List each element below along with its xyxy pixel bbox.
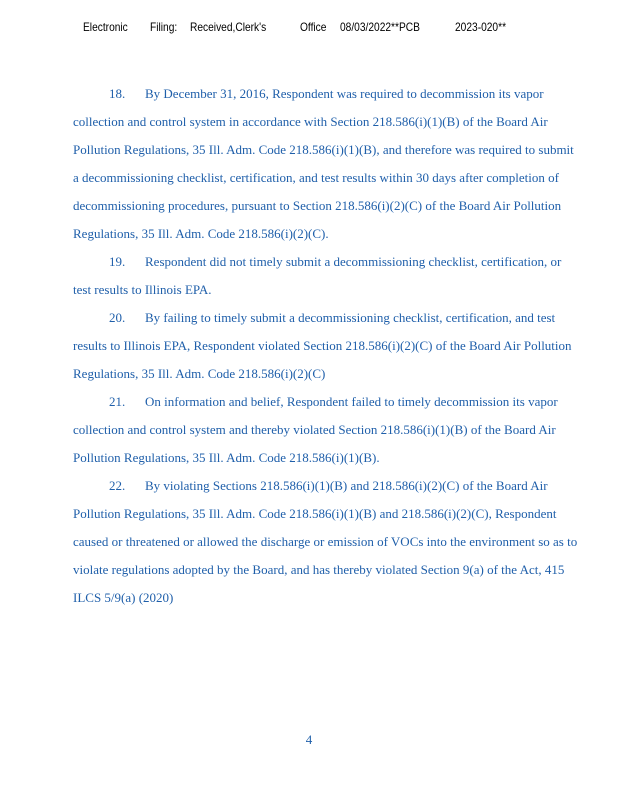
paragraph-number: 21. [109,394,126,409]
paragraph-18 [73,80,579,248]
paragraph-line: Respondent did not timely submit a decommissioning checklist, certification, or [145,254,562,269]
paragraph-line: Regulations, 35 Ill. Adm. Code 218.586(i)(2)(C). [73,226,329,241]
paragraph-20 [73,304,579,388]
paragraph-line: violate regulations adopted by the Board, and has thereby violated Section 9(a) of the Act, 415 [73,562,565,577]
paragraph-number: 20. [109,310,126,325]
header-date: 08/03/2022**PCB [340,20,420,34]
paragraph-line: results to Illinois EPA, Respondent violated Section 218.586(i)(2)(C) of the Board Air Pollution [73,338,572,353]
paragraph-line: Regulations, 35 Ill. Adm. Code 218.586(i)(2)(C) [73,366,326,381]
header-office: Office [300,20,327,34]
document-body [73,80,579,612]
paragraph-line: By December 31, 2016, Respondent was required to decommission its vapor [145,86,544,101]
paragraph-21 [73,388,579,472]
page-number: 4 [305,732,313,747]
paragraph-number: 19. [109,254,126,269]
header-electronic: Electronic [83,20,128,34]
paragraph-line: a decommissioning checklist, certification, and test results within 30 days after completion of [73,170,559,185]
paragraph-line: Pollution Regulations, 35 Ill. Adm. Code 218.586(i)(1)(B), and therefore was required to submit [73,142,574,157]
paragraph-line: test results to Illinois EPA. [73,282,212,297]
paragraph-line: collection and control system in accordance with Section 218.586(i)(1)(B) of the Board Air [73,114,548,129]
header-received: Received,Clerk's [190,20,267,34]
paragraph-number: 18. [109,86,126,101]
paragraph-line: ILCS 5/9(a) (2020) [73,590,174,605]
filing-header [0,20,618,36]
paragraph-line: Pollution Regulations, 35 Ill. Adm. Code 218.586(i)(1)(B). [73,450,380,465]
paragraph-line: By failing to timely submit a decommissioning checklist, certification, and test [145,310,556,325]
paragraph-line: Pollution Regulations, 35 Ill. Adm. Code 218.586(i)(1)(B) and 218.586(i)(2)(C), Respondent [73,506,557,521]
paragraph-line: collection and control system and thereby violated Section 218.586(i)(1)(B) of the Board Air [73,422,556,437]
paragraph-22 [73,472,579,612]
paragraph-line: decommissioning procedures, pursuant to Section 218.586(i)(2)(C) of the Board Air Pollution [73,198,562,213]
paragraph-line: caused or threatened or allowed the discharge or emission of VOCs into the environment so as to [73,534,578,549]
header-filing: Filing: [150,20,178,34]
paragraph-number: 22. [109,478,126,493]
paragraph-line: By violating Sections 218.586(i)(1)(B) and 218.586(i)(2)(C) of the Board Air [145,478,548,493]
header-case-number: 2023-020** [455,20,507,34]
paragraph-line: On information and belief, Respondent failed to timely decommission its vapor [145,394,558,409]
paragraph-19 [73,248,579,304]
